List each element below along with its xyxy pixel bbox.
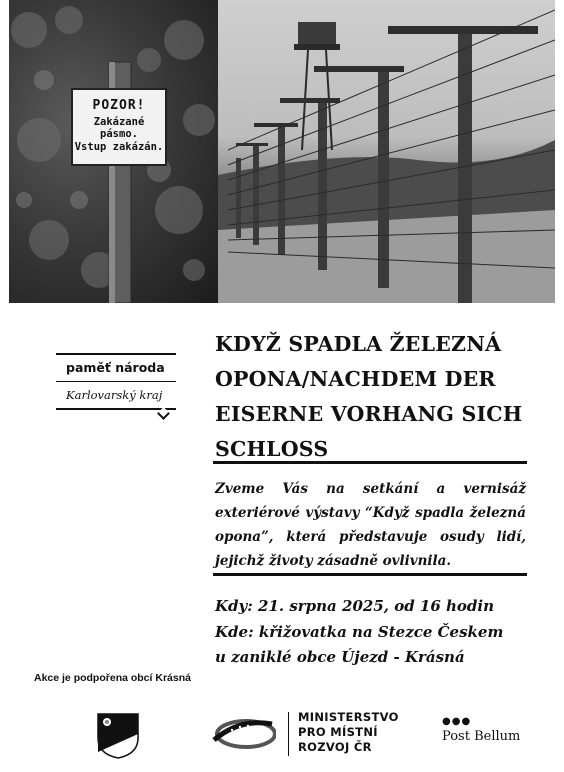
coat-of-arms-icon xyxy=(96,712,140,760)
event-date-time: Kdy: 21. srpna 2025, od 16 hodin xyxy=(215,597,495,615)
ministry-line-1: MINISTERSTVO xyxy=(298,710,399,724)
event-details xyxy=(215,594,545,671)
event-location-line-1: Kde: křižovatka na Stezce Českem xyxy=(215,622,504,641)
event-invitation-text: Zveme Vás na setkání a vernisáž exteriérové výstavy “Když spadla železná opona”, která představuje osudy lidí, jejichž životy zásadně ovlivnila. xyxy=(215,481,526,569)
divider-top xyxy=(213,461,527,464)
ministry-line-3: ROZVOJ ČR xyxy=(298,740,372,754)
photo-warning-sign xyxy=(9,0,218,303)
header-photos xyxy=(9,0,555,303)
sign-line-3: Vstup zakázán. xyxy=(74,141,164,153)
fence-graphic xyxy=(218,0,555,303)
logo-brand: paměť národa xyxy=(66,360,165,375)
logo-region: Karlovarský kraj xyxy=(66,388,163,402)
ministry-logo-icon xyxy=(210,716,276,750)
post-bellum-dots-icon: ●●● xyxy=(442,716,472,727)
sign-line-1: POZOR! xyxy=(92,98,146,113)
divider-bottom xyxy=(213,573,527,576)
post-bellum-logo: Post Bellum xyxy=(442,729,521,744)
sign-line-2: Zakázané pásmo. xyxy=(93,116,145,140)
support-note: Akce je podpořena obcí Krásná xyxy=(34,672,191,684)
event-title: KDYŽ SPADLA ŽELEZNÁ OPONA/NACHDEM DER EISERNE VORHANG SICH SCHLOSS xyxy=(215,332,523,461)
chevron-down-icon xyxy=(157,407,170,420)
ministry-line-2: PRO MÍSTNÍ xyxy=(298,725,378,739)
event-location-line-2: u zaniklé obce Újezd - Krásná xyxy=(215,648,465,666)
warning-sign xyxy=(71,88,167,166)
pamet-naroda-logo xyxy=(56,353,176,410)
logo-rule-bottom xyxy=(56,408,176,410)
ministry-name xyxy=(298,710,399,755)
photo-border-fence xyxy=(218,0,555,303)
ministry-divider xyxy=(288,712,289,756)
